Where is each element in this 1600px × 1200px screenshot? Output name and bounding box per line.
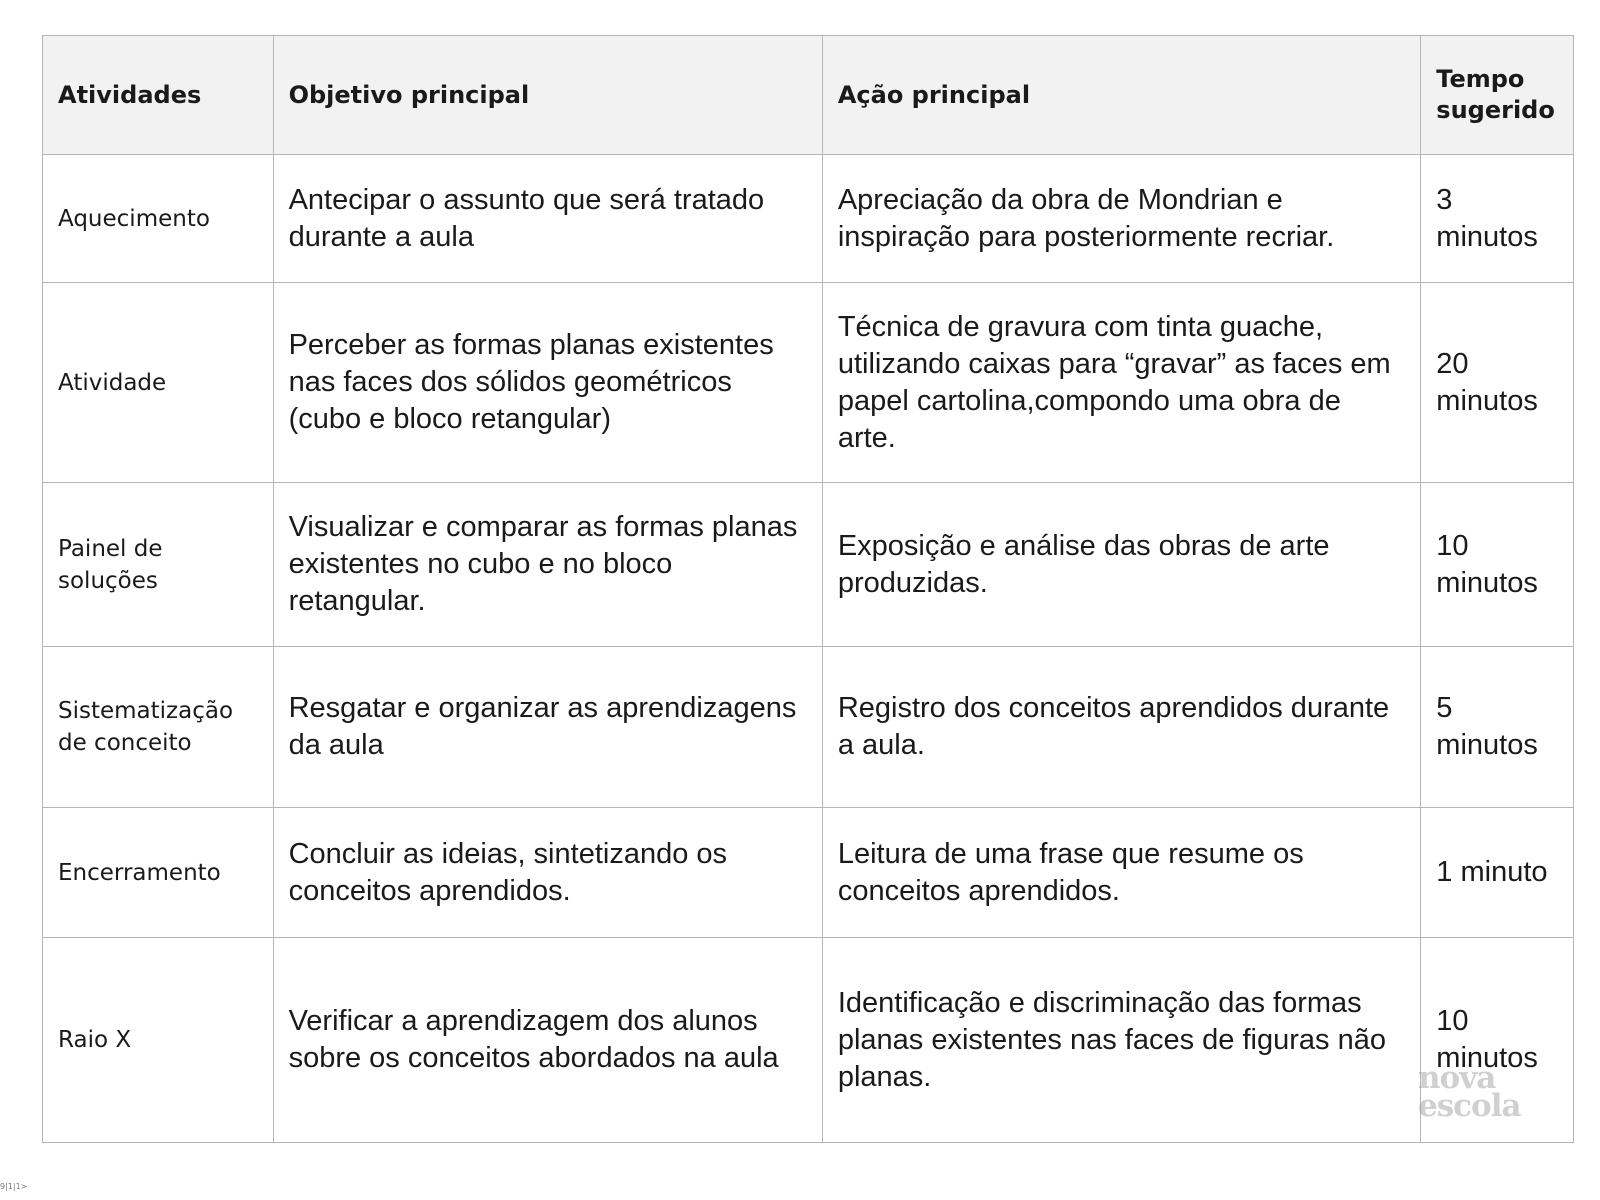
table-row — [43, 938, 1574, 1143]
cell-activity: Raio X — [43, 938, 274, 1143]
cell-activity: Encerramento — [43, 808, 274, 938]
cell-activity: Aquecimento — [43, 155, 274, 283]
cell-action: Técnica de gravura com tinta guache, utilizando caixas para “gravar” as faces em papel cartolina,compondo uma obra de arte. — [822, 283, 1420, 483]
cell-objective: Antecipar o assunto que será tratado durante a aula — [273, 155, 822, 283]
cell-action: Identificação e discriminação das formas planas existentes nas faces de figuras não planas. — [822, 938, 1420, 1143]
table-row — [43, 483, 1574, 647]
cell-objective: Perceber as formas planas existentes nas faces dos sólidos geométricos (cubo e bloco retangular) — [273, 283, 822, 483]
cell-time: 3 minutos — [1421, 155, 1574, 283]
cell-time: 10 minutos — [1421, 483, 1574, 647]
header-main-objective: Objetivo principal — [273, 36, 822, 155]
cell-activity: Atividade — [43, 283, 274, 483]
table-row — [43, 155, 1574, 283]
cell-action: Apreciação da obra de Mondrian e inspiração para posteriormente recriar. — [822, 155, 1420, 283]
cell-objective: Visualizar e comparar as formas planas existentes no cubo e no bloco retangular. — [273, 483, 822, 647]
cell-action: Registro dos conceitos aprendidos durante a aula. — [822, 647, 1420, 808]
watermark-line-1: nova — [1418, 1060, 1496, 1096]
cell-objective: Verificar a aprendizagem dos alunos sobre os conceitos abordados na aula — [273, 938, 822, 1143]
cell-activity: Painel de soluções — [43, 483, 274, 647]
header-main-action: Ação principal — [822, 36, 1420, 155]
cell-time: 5 minutos — [1421, 647, 1574, 808]
cell-action: Exposição e análise das obras de arte produzidas. — [822, 483, 1420, 647]
cell-time: 10 minutos — [1421, 938, 1574, 1143]
header-suggested-time: Tempo sugerido — [1421, 36, 1574, 155]
cell-action: Leitura de uma frase que resume os conceitos aprendidos. — [822, 808, 1420, 938]
footer-mark: 9|1|1> — [0, 1182, 28, 1191]
cell-activity: Sistematização de conceito — [43, 647, 274, 808]
table-row — [43, 283, 1574, 483]
table-row — [43, 647, 1574, 808]
header-activities: Atividades — [43, 36, 274, 155]
table-row — [43, 808, 1574, 938]
table-header-row — [43, 36, 1574, 155]
cell-objective: Resgatar e organizar as aprendizagens da aula — [273, 647, 822, 808]
cell-time: 20 minutos — [1421, 283, 1574, 483]
cell-time: 1 minuto — [1421, 808, 1574, 938]
cell-objective: Concluir as ideias, sintetizando os conceitos aprendidos. — [273, 808, 822, 938]
lesson-plan-table — [42, 35, 1574, 1143]
watermark-line-2: escola — [1418, 1088, 1521, 1124]
